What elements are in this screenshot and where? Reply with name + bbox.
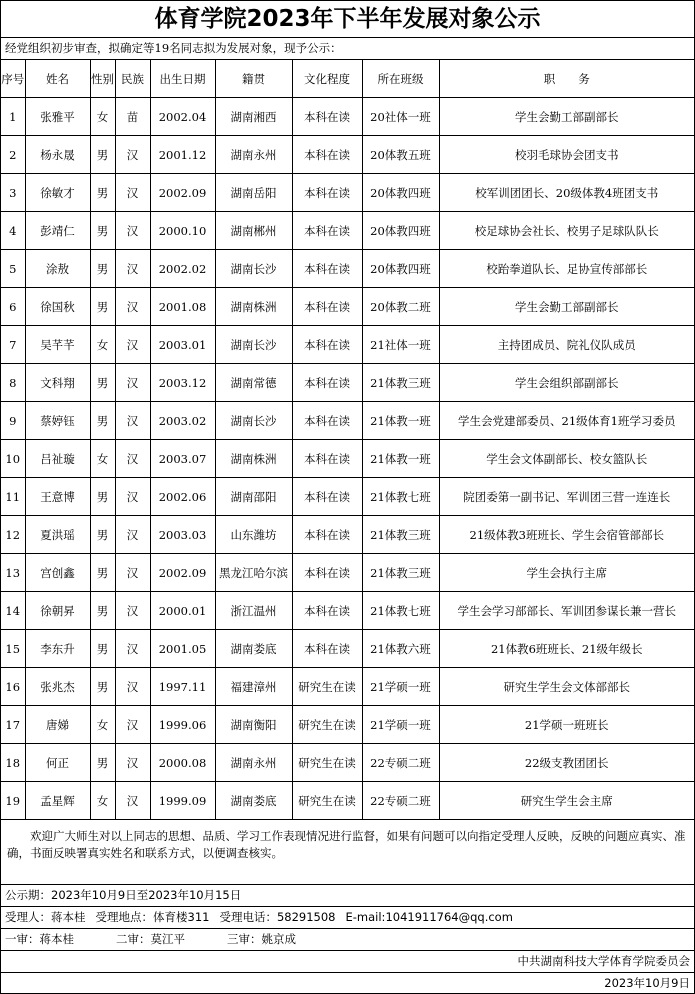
cell-name: 文科翔 bbox=[25, 364, 90, 402]
cell-birth: 2002.09 bbox=[150, 174, 215, 212]
cell-seq: 2 bbox=[1, 136, 25, 174]
cell-position: 主持团成员、院礼仪队成员 bbox=[439, 326, 694, 364]
header-birth: 出生日期 bbox=[150, 60, 215, 98]
cell-class: 21体教三班 bbox=[362, 554, 439, 592]
cell-ethnicity: 汉 bbox=[115, 402, 150, 440]
cell-class: 22专硕二班 bbox=[362, 744, 439, 782]
cell-position: 校羽毛球协会团支书 bbox=[439, 136, 694, 174]
cell-ethnicity: 汉 bbox=[115, 440, 150, 478]
signature: 中共湖南科技大学体育学院委员会 bbox=[1, 951, 694, 973]
cell-name: 徐朝昇 bbox=[25, 592, 90, 630]
cell-education: 本科在读 bbox=[292, 630, 362, 668]
cell-position: 21体教6班班长、21级年级长 bbox=[439, 630, 694, 668]
cell-class: 20体教四班 bbox=[362, 212, 439, 250]
cell-origin: 山东潍坊 bbox=[215, 516, 292, 554]
contact-email-label: E-mail: bbox=[345, 910, 386, 924]
cell-origin: 湖南长沙 bbox=[215, 250, 292, 288]
third-reviewer: 姚京成 bbox=[261, 932, 296, 946]
cell-birth: 2002.04 bbox=[150, 98, 215, 136]
cell-class: 21体教一班 bbox=[362, 440, 439, 478]
cell-education: 本科在读 bbox=[292, 402, 362, 440]
cell-birth: 1997.11 bbox=[150, 668, 215, 706]
cell-seq: 13 bbox=[1, 554, 25, 592]
table-row bbox=[1, 744, 694, 782]
cell-education: 本科在读 bbox=[292, 554, 362, 592]
cell-birth: 2003.01 bbox=[150, 326, 215, 364]
issue-date: 2023年10月9日 bbox=[604, 976, 690, 990]
table-row bbox=[1, 326, 694, 364]
table-row bbox=[1, 402, 694, 440]
cell-class: 21学硕一班 bbox=[362, 706, 439, 744]
cell-origin: 湖南邵阳 bbox=[215, 478, 292, 516]
cell-position: 学生会学习部部长、军训团参谋长兼一营长 bbox=[439, 592, 694, 630]
contact-person: 蒋本桂 bbox=[51, 910, 86, 924]
cell-ethnicity: 汉 bbox=[115, 516, 150, 554]
cell-name: 徐敏才 bbox=[25, 174, 90, 212]
intro-text: 经党组织初步审查，拟确定等19名同志拟为发展对象，现予公示： bbox=[1, 38, 694, 60]
cell-class: 21体教三班 bbox=[362, 516, 439, 554]
contact-phone: 58291508 bbox=[276, 910, 336, 924]
cell-ethnicity: 汉 bbox=[115, 288, 150, 326]
table-row bbox=[1, 554, 694, 592]
cell-position: 学生会文体副部长、校女篮队长 bbox=[439, 440, 694, 478]
cell-birth: 2002.02 bbox=[150, 250, 215, 288]
cell-name: 李东升 bbox=[25, 630, 90, 668]
cell-seq: 1 bbox=[1, 98, 25, 136]
third-review-label: 三审： bbox=[227, 932, 262, 946]
cell-gender: 男 bbox=[90, 554, 115, 592]
cell-education: 研究生在读 bbox=[292, 744, 362, 782]
cell-birth: 2003.02 bbox=[150, 402, 215, 440]
cell-ethnicity: 汉 bbox=[115, 706, 150, 744]
cell-birth: 2002.09 bbox=[150, 554, 215, 592]
header-ethnicity: 民族 bbox=[115, 60, 150, 98]
cell-seq: 6 bbox=[1, 288, 25, 326]
cell-ethnicity: 苗 bbox=[115, 98, 150, 136]
cell-birth: 2000.10 bbox=[150, 212, 215, 250]
contact-line bbox=[1, 907, 694, 929]
table-row bbox=[1, 212, 694, 250]
cell-gender: 男 bbox=[90, 630, 115, 668]
table-row bbox=[1, 478, 694, 516]
cell-ethnicity: 汉 bbox=[115, 326, 150, 364]
cell-ethnicity: 汉 bbox=[115, 174, 150, 212]
cell-name: 何正 bbox=[25, 744, 90, 782]
cell-education: 本科在读 bbox=[292, 250, 362, 288]
cell-ethnicity: 汉 bbox=[115, 592, 150, 630]
table-row bbox=[1, 364, 694, 402]
cell-seq: 5 bbox=[1, 250, 25, 288]
cell-ethnicity: 汉 bbox=[115, 744, 150, 782]
cell-birth: 2003.03 bbox=[150, 516, 215, 554]
cell-origin: 湖南株洲 bbox=[215, 440, 292, 478]
first-reviewer: 蒋本桂 bbox=[39, 932, 74, 946]
cell-education: 本科在读 bbox=[292, 288, 362, 326]
publicity-period bbox=[1, 885, 694, 907]
cell-birth: 2000.01 bbox=[150, 592, 215, 630]
cell-origin: 湖南娄底 bbox=[215, 782, 292, 820]
cell-origin: 福建漳州 bbox=[215, 668, 292, 706]
supervision-note: 欢迎广大师生对以上同志的思想、品质、学习工作表现情况进行监督，如果有问题可以向指定受理人反映，反映的问题应真实、准确，书面反映署真实姓名和联系方式，以便调查核实。 bbox=[1, 820, 694, 885]
cell-birth: 1999.09 bbox=[150, 782, 215, 820]
cell-seq: 19 bbox=[1, 782, 25, 820]
cell-ethnicity: 汉 bbox=[115, 212, 150, 250]
cell-name: 蔡婷钰 bbox=[25, 402, 90, 440]
cell-gender: 男 bbox=[90, 744, 115, 782]
cell-position: 21学硕一班班长 bbox=[439, 706, 694, 744]
table-row bbox=[1, 516, 694, 554]
cell-seq: 9 bbox=[1, 402, 25, 440]
cell-position: 学生会党建部委员、21级体育1班学习委员 bbox=[439, 402, 694, 440]
cell-name: 唐娣 bbox=[25, 706, 90, 744]
cell-class: 20体教五班 bbox=[362, 136, 439, 174]
table-header-row bbox=[1, 60, 694, 98]
cell-education: 本科在读 bbox=[292, 478, 362, 516]
cell-position: 学生会勤工部副部长 bbox=[439, 288, 694, 326]
cell-gender: 男 bbox=[90, 668, 115, 706]
table-row bbox=[1, 250, 694, 288]
cell-seq: 8 bbox=[1, 364, 25, 402]
cell-class: 21体教三班 bbox=[362, 364, 439, 402]
header-class: 所在班级 bbox=[362, 60, 439, 98]
cell-name: 徐国秋 bbox=[25, 288, 90, 326]
cell-position: 21级体教3班班长、学生会宿管部部长 bbox=[439, 516, 694, 554]
contact-email[interactable]: 1041911764@qq.com bbox=[385, 910, 513, 924]
cell-birth: 2001.08 bbox=[150, 288, 215, 326]
cell-name: 孟星辉 bbox=[25, 782, 90, 820]
cell-position: 校军训团团长、20级体教4班团支书 bbox=[439, 174, 694, 212]
cell-name: 杨永晟 bbox=[25, 136, 90, 174]
contact-person-label: 受理人： bbox=[5, 910, 51, 924]
cell-name: 彭靖仁 bbox=[25, 212, 90, 250]
cell-position: 院团委第一副书记、军训团三营一连连长 bbox=[439, 478, 694, 516]
cell-class: 20体教二班 bbox=[362, 288, 439, 326]
cell-gender: 男 bbox=[90, 212, 115, 250]
cell-origin: 湖南长沙 bbox=[215, 402, 292, 440]
cell-position: 学生会组织部副部长 bbox=[439, 364, 694, 402]
cell-education: 研究生在读 bbox=[292, 668, 362, 706]
cell-ethnicity: 汉 bbox=[115, 782, 150, 820]
cell-position: 学生会执行主席 bbox=[439, 554, 694, 592]
cell-name: 吴芊芊 bbox=[25, 326, 90, 364]
cell-gender: 男 bbox=[90, 478, 115, 516]
second-reviewer: 莫江平 bbox=[150, 932, 185, 946]
cell-birth: 2001.05 bbox=[150, 630, 215, 668]
cell-birth: 1999.06 bbox=[150, 706, 215, 744]
cell-ethnicity: 汉 bbox=[115, 478, 150, 516]
cell-ethnicity: 汉 bbox=[115, 668, 150, 706]
table-row bbox=[1, 288, 694, 326]
table-row bbox=[1, 668, 694, 706]
cell-ethnicity: 汉 bbox=[115, 554, 150, 592]
cell-position: 22级支教团团长 bbox=[439, 744, 694, 782]
cell-seq: 16 bbox=[1, 668, 25, 706]
cell-seq: 4 bbox=[1, 212, 25, 250]
cell-class: 20体教四班 bbox=[362, 174, 439, 212]
cell-gender: 男 bbox=[90, 402, 115, 440]
cell-origin: 湖南娄底 bbox=[215, 630, 292, 668]
cell-origin: 湖南永州 bbox=[215, 136, 292, 174]
cell-seq: 14 bbox=[1, 592, 25, 630]
page-title: 体育学院2023年下半年发展对象公示 bbox=[1, 1, 694, 38]
cell-class: 21体教一班 bbox=[362, 402, 439, 440]
cell-gender: 男 bbox=[90, 250, 115, 288]
table-row bbox=[1, 98, 694, 136]
cell-education: 研究生在读 bbox=[292, 782, 362, 820]
cell-seq: 17 bbox=[1, 706, 25, 744]
cell-education: 本科在读 bbox=[292, 326, 362, 364]
cell-seq: 12 bbox=[1, 516, 25, 554]
cell-origin: 湖南株洲 bbox=[215, 288, 292, 326]
contact-place-label: 受理地点： bbox=[95, 910, 153, 924]
first-review-label: 一审： bbox=[5, 932, 40, 946]
cell-origin: 湖南常德 bbox=[215, 364, 292, 402]
header-seq: 序号 bbox=[1, 60, 25, 98]
cell-origin: 湖南湘西 bbox=[215, 98, 292, 136]
cell-education: 本科在读 bbox=[292, 98, 362, 136]
table-row bbox=[1, 136, 694, 174]
cell-origin: 湖南长沙 bbox=[215, 326, 292, 364]
period-label: 公示期： bbox=[5, 888, 51, 902]
reviewers-line bbox=[1, 929, 694, 951]
cell-education: 本科在读 bbox=[292, 516, 362, 554]
cell-class: 21体教七班 bbox=[362, 478, 439, 516]
cell-name: 宫创鑫 bbox=[25, 554, 90, 592]
contact-place: 体育楼311 bbox=[153, 910, 210, 924]
cell-seq: 11 bbox=[1, 478, 25, 516]
cell-origin: 湖南郴州 bbox=[215, 212, 292, 250]
cell-ethnicity: 汉 bbox=[115, 630, 150, 668]
table-row bbox=[1, 782, 694, 820]
cell-ethnicity: 汉 bbox=[115, 364, 150, 402]
cell-seq: 7 bbox=[1, 326, 25, 364]
header-position: 职 务 bbox=[439, 60, 694, 98]
header-origin: 籍贯 bbox=[215, 60, 292, 98]
second-review-label: 二审： bbox=[116, 932, 151, 946]
cell-seq: 15 bbox=[1, 630, 25, 668]
cell-name: 张兆杰 bbox=[25, 668, 90, 706]
table-row bbox=[1, 630, 694, 668]
cell-class: 21学硕一班 bbox=[362, 668, 439, 706]
cell-education: 本科在读 bbox=[292, 136, 362, 174]
cell-gender: 男 bbox=[90, 592, 115, 630]
cell-education: 研究生在读 bbox=[292, 706, 362, 744]
cell-class: 22专硕二班 bbox=[362, 782, 439, 820]
cell-gender: 男 bbox=[90, 516, 115, 554]
cell-birth: 2003.07 bbox=[150, 440, 215, 478]
cell-seq: 10 bbox=[1, 440, 25, 478]
cell-origin: 湖南永州 bbox=[215, 744, 292, 782]
header-gender: 性别 bbox=[90, 60, 115, 98]
cell-class: 20体教四班 bbox=[362, 250, 439, 288]
cell-gender: 女 bbox=[90, 440, 115, 478]
cell-birth: 2000.08 bbox=[150, 744, 215, 782]
cell-ethnicity: 汉 bbox=[115, 136, 150, 174]
cell-origin: 湖南衡阳 bbox=[215, 706, 292, 744]
cell-position: 研究生学生会主席 bbox=[439, 782, 694, 820]
cell-ethnicity: 汉 bbox=[115, 250, 150, 288]
table-row bbox=[1, 592, 694, 630]
cell-gender: 男 bbox=[90, 174, 115, 212]
cell-class: 21体教六班 bbox=[362, 630, 439, 668]
header-name: 姓名 bbox=[25, 60, 90, 98]
cell-gender: 男 bbox=[90, 288, 115, 326]
header-education: 文化程度 bbox=[292, 60, 362, 98]
cell-position: 研究生学生会文体部部长 bbox=[439, 668, 694, 706]
cell-gender: 女 bbox=[90, 98, 115, 136]
cell-seq: 3 bbox=[1, 174, 25, 212]
cell-education: 本科在读 bbox=[292, 440, 362, 478]
cell-origin: 黑龙江哈尔滨 bbox=[215, 554, 292, 592]
cell-education: 本科在读 bbox=[292, 364, 362, 402]
cell-position: 校跆拳道队长、足协宣传部部长 bbox=[439, 250, 694, 288]
cell-position: 学生会勤工部副部长 bbox=[439, 98, 694, 136]
candidate-table bbox=[1, 60, 694, 820]
cell-gender: 女 bbox=[90, 782, 115, 820]
cell-name: 夏洪瑶 bbox=[25, 516, 90, 554]
table-row bbox=[1, 706, 694, 744]
cell-birth: 2003.12 bbox=[150, 364, 215, 402]
cell-birth: 2002.06 bbox=[150, 478, 215, 516]
cell-origin: 湖南岳阳 bbox=[215, 174, 292, 212]
table-row bbox=[1, 440, 694, 478]
cell-gender: 男 bbox=[90, 136, 115, 174]
cell-gender: 女 bbox=[90, 326, 115, 364]
cell-gender: 女 bbox=[90, 706, 115, 744]
table-row bbox=[1, 174, 694, 212]
cell-name: 涂敖 bbox=[25, 250, 90, 288]
cell-name: 张雅平 bbox=[25, 98, 90, 136]
cell-birth: 2001.12 bbox=[150, 136, 215, 174]
cell-class: 20社体一班 bbox=[362, 98, 439, 136]
contact-phone-label: 受理电话： bbox=[219, 910, 277, 924]
cell-education: 本科在读 bbox=[292, 174, 362, 212]
cell-class: 21体教七班 bbox=[362, 592, 439, 630]
cell-origin: 浙江温州 bbox=[215, 592, 292, 630]
cell-gender: 男 bbox=[90, 364, 115, 402]
cell-education: 本科在读 bbox=[292, 592, 362, 630]
cell-name: 吕祉璇 bbox=[25, 440, 90, 478]
period-value: 2023年10月9日至2023年10月15日 bbox=[51, 888, 242, 902]
cell-name: 王意博 bbox=[25, 478, 90, 516]
cell-education: 本科在读 bbox=[292, 212, 362, 250]
cell-seq: 18 bbox=[1, 744, 25, 782]
cell-position: 校足球协会社长、校男子足球队队长 bbox=[439, 212, 694, 250]
cell-class: 21社体一班 bbox=[362, 326, 439, 364]
